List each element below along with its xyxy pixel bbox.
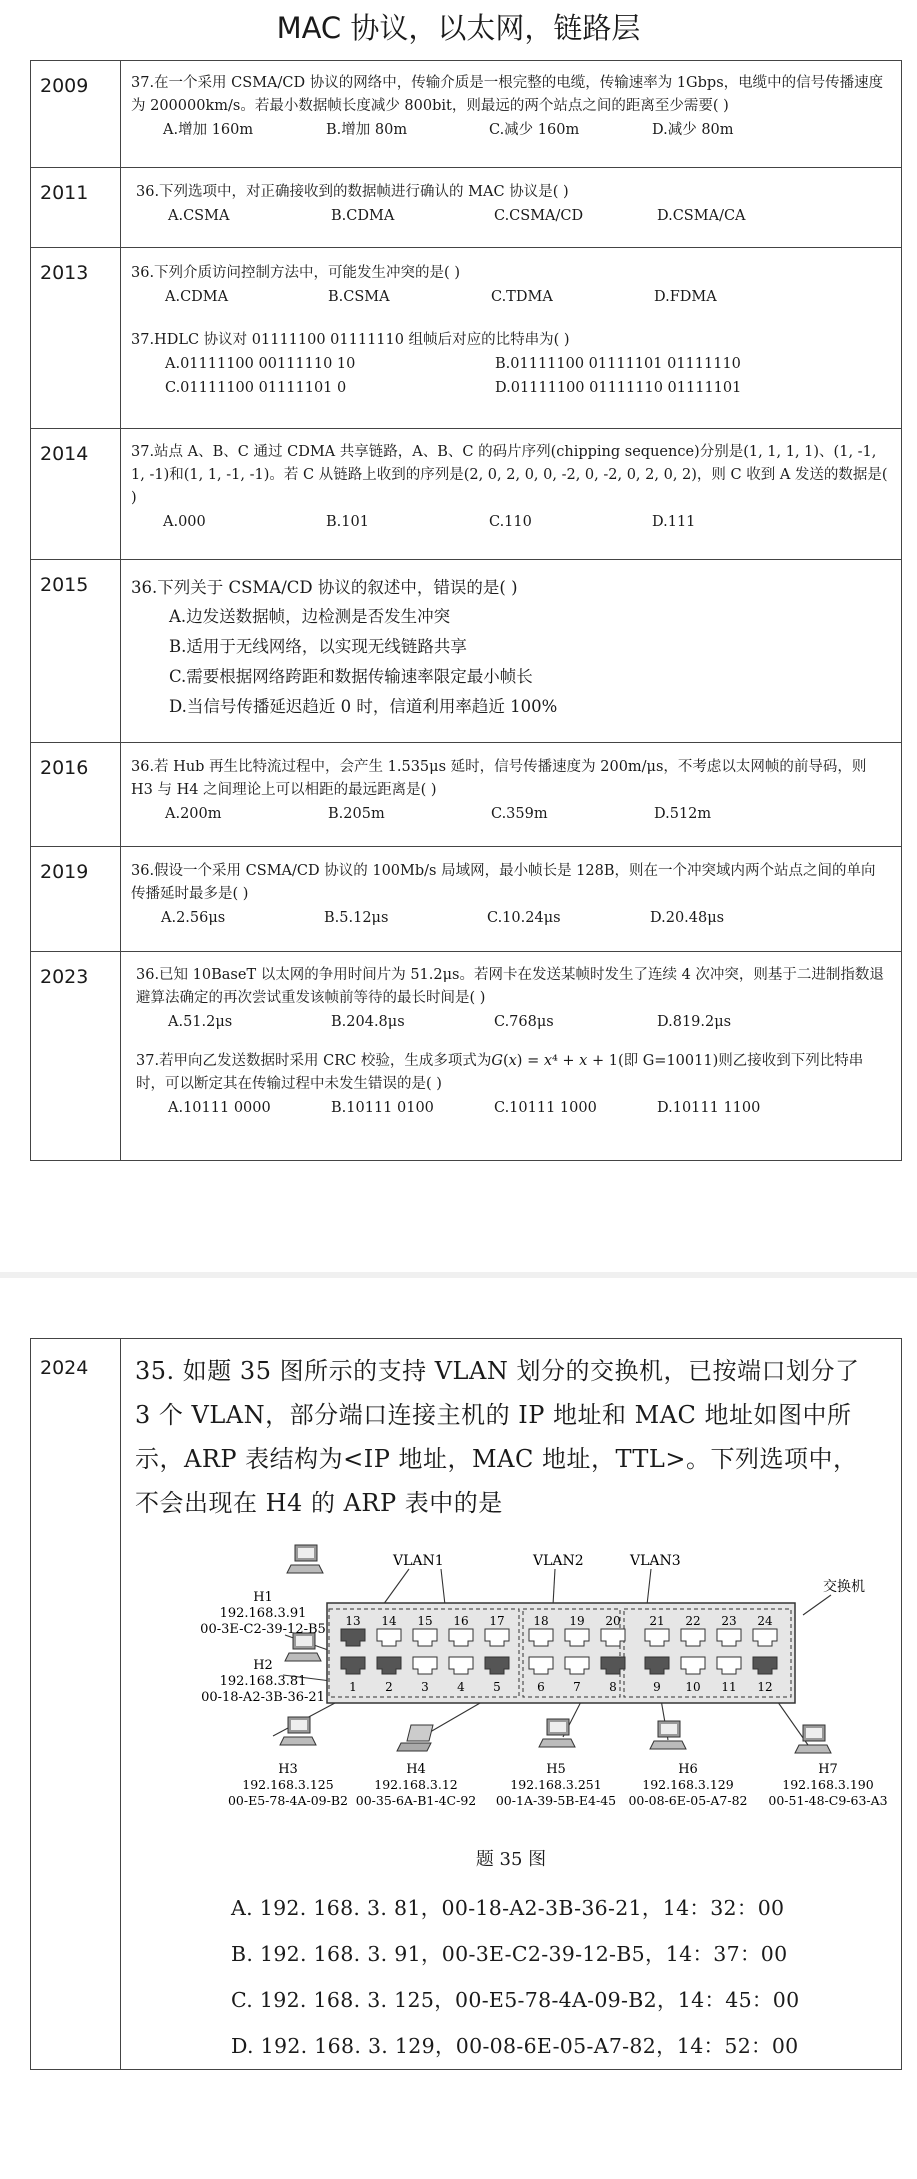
port-number: 13 <box>345 1614 361 1628</box>
port-number: 22 <box>685 1614 701 1628</box>
port-number: 19 <box>569 1614 585 1628</box>
vlan2-pointer <box>553 1569 555 1605</box>
computer-icon <box>650 1721 686 1749</box>
port-number: 24 <box>757 1614 773 1628</box>
option-a: A.51.2μs <box>168 1014 233 1030</box>
port-number: 10 <box>685 1680 701 1694</box>
year-cell: 2016 <box>31 743 121 847</box>
table-row <box>31 168 902 248</box>
table-row <box>31 248 902 429</box>
computer-icon <box>795 1725 831 1753</box>
port-number: 1 <box>349 1680 357 1694</box>
option-b: B.CSMA <box>328 289 390 305</box>
option-d: D.FDMA <box>654 289 717 305</box>
host-h5-mac: 00-1A-39-5B-E4-45 <box>495 1793 617 1808</box>
option-d: D.111 <box>652 514 696 530</box>
host-h7-name: H7 <box>818 1762 838 1777</box>
table-row <box>31 560 902 743</box>
option-b: B.适用于无线网络，以实现无线链路共享 <box>169 637 467 656</box>
option-c: C. 192. 168. 3. 125，00-E5-78-4A-09-B2，14：45：00 <box>231 1988 800 2012</box>
host-h3-mac: 00-E5-78-4A-09-B2 <box>227 1793 349 1808</box>
question-stem: 36.下列关于 CSMA/CD 协议的叙述中，错误的是( ) <box>131 578 518 597</box>
option-c: C.10.24μs <box>487 910 561 926</box>
question-cell <box>121 952 902 1161</box>
option-a: A.边发送数据帧，边检测是否发生冲突 <box>169 607 451 626</box>
question-cell <box>121 61 902 168</box>
option-b: B.5.12μs <box>324 910 389 926</box>
year-cell: 2011 <box>31 168 121 248</box>
vlan-switch-figure <box>123 1525 913 1835</box>
option-list <box>131 285 889 309</box>
question-table <box>30 60 902 1161</box>
port-number: 18 <box>533 1614 549 1628</box>
host-h1-mac: 00-3E-C2-39-12-B5 <box>200 1622 326 1637</box>
question-stem: 37.站点 A、B、C 通过 CDMA 共享链路，A、B、C 的码片序列(chipping sequence)分别是(1, 1, 1, 1)、(1, -1, 1, -1)和(1, 1, -1, -1)。若 C 从链路上收到的序列是(2, 0, 2, 0, 0, -2, 0, -2, 0, 2, 0, 2)，则 C 收到 A 发送的数据是( ) <box>131 444 888 506</box>
page-title: MAC 协议，以太网，链路层 <box>276 11 641 45</box>
port-number: 12 <box>757 1680 773 1694</box>
option-a: A.10111 0000 <box>168 1100 271 1116</box>
port-number: 4 <box>457 1680 465 1694</box>
host-h4-mac: 00-35-6A-B1-4C-92 <box>355 1793 477 1808</box>
option-list <box>131 802 889 826</box>
table-row <box>31 952 902 1161</box>
option-list <box>131 906 889 930</box>
port-number: 17 <box>489 1614 505 1628</box>
question-table-2024 <box>30 1338 902 2070</box>
year-cell: 2013 <box>31 248 121 429</box>
option-c: C.110 <box>489 514 532 530</box>
year-cell: 2023 <box>31 952 121 1161</box>
option-c: C.01111100 01111101 0 <box>165 380 347 396</box>
option-c: C.359m <box>491 806 548 822</box>
year-cell: 2024 <box>31 1339 121 2070</box>
switch-label: 交换机 <box>823 1579 865 1595</box>
table-row <box>31 847 902 952</box>
table-row <box>31 429 902 560</box>
host-h7-mac: 00-51-48-C9-63-A3 <box>768 1793 888 1808</box>
option-b: B.205m <box>328 806 385 822</box>
vlan2-label: VLAN2 <box>533 1553 584 1569</box>
option-a: A.2.56μs <box>161 910 226 926</box>
question-stem: 35. 如题 35 图所示的支持 VLAN 划分的交换机，已按端口划分了 3 个 VLAN，部分端口连接主机的 IP 地址和 MAC 地址如图中所示，ARP 表结构为<IP 地址，MAC 地址，TTL>。下列选项中，不会出现在 H4 的 ARP 表中的是 <box>135 1357 860 1517</box>
option-list <box>131 602 889 722</box>
computer-icon <box>280 1717 316 1745</box>
year-cell: 2009 <box>31 61 121 168</box>
option-list <box>131 1096 889 1120</box>
option-b: B. 192. 168. 3. 91，00-3E-C2-39-12-B5，14：37：00 <box>231 1942 788 1966</box>
option-c: C.需要根据网络跨距和数据传输速率限定最小帧长 <box>169 667 533 686</box>
table-row <box>31 61 902 168</box>
vlan1-label: VLAN1 <box>393 1553 444 1569</box>
host-h6-name: H6 <box>678 1762 698 1777</box>
host-h4-ip: 192.168.3.12 <box>374 1777 458 1792</box>
option-a: A.000 <box>163 514 206 530</box>
option-list <box>131 118 889 142</box>
port-number: 16 <box>453 1614 469 1628</box>
host-h2-ip: 192.168.3.81 <box>219 1674 307 1689</box>
option-c: C.CSMA/CD <box>494 208 584 224</box>
option-d: D.512m <box>654 806 712 822</box>
option-a: A.增加 160m <box>163 122 254 138</box>
option-list <box>131 204 889 228</box>
question-stem: 36.下列介质访问控制方法中，可能发生冲突的是( ) <box>131 265 460 281</box>
option-c: C.TDMA <box>491 289 553 305</box>
option-d: D.20.48μs <box>650 910 725 926</box>
port-number: 2 <box>385 1680 393 1694</box>
question-stem: 36.下列选项中，对正确接收到的数据帧进行确认的 MAC 协议是( ) <box>136 184 569 200</box>
option-d: D.当信号传播延迟趋近 0 时，信道利用率趋近 100% <box>169 697 558 716</box>
option-d: D.CSMA/CA <box>657 208 746 224</box>
question-cell <box>121 1339 902 2070</box>
question-stem: 36.已知 10BaseT 以太网的争用时间片为 51.2μs。若网卡在发送某帧时发生了连续 4 次冲突，则基于二进制指数退避算法确定的再次尝试重发该帧前等待的最长时间是( ) <box>136 967 884 1006</box>
option-d: D.10111 1100 <box>657 1100 761 1116</box>
host-h7-ip: 192.168.3.190 <box>782 1777 874 1792</box>
vlan1-pointer <box>441 1569 445 1605</box>
question-stem: 37.若甲向乙发送数据时采用 CRC 校验，生成多项式为𝐺(𝑥) = 𝑥⁴ + 𝑥 + 1(即 G=10011)则乙接收到下列比特串时，可以断定其在传输过程中未发生错误的是( ) <box>136 1053 864 1092</box>
option-d: D.减少 80m <box>652 122 734 138</box>
host-h4-name: H4 <box>406 1762 426 1777</box>
option-c: C.768μs <box>494 1014 554 1030</box>
host-h6-ip: 192.168.3.129 <box>642 1777 734 1792</box>
host-h5-name: H5 <box>546 1762 566 1777</box>
question-cell <box>121 429 902 560</box>
port-number: 23 <box>721 1614 737 1628</box>
option-b: B.10111 0100 <box>331 1100 434 1116</box>
question-stem: 37.HDLC 协议对 01111100 01111110 组帧后对应的比特串为( ) <box>131 332 570 348</box>
port-number: 20 <box>605 1614 621 1628</box>
host-h1-ip: 192.168.3.91 <box>219 1606 307 1621</box>
switch-pointer <box>803 1595 831 1615</box>
year-cell: 2019 <box>31 847 121 952</box>
question-stem: 37.在一个采用 CSMA/CD 协议的网络中，传输介质是一根完整的电缆，传输速率为 1Gbps，电缆中的信号传播速度为 200000km/s。若最小数据帧长度减少 800bit，则最远的两个站点之间的距离至少需要( ) <box>131 75 884 114</box>
option-a: A. 192. 168. 3. 81，00-18-A2-3B-36-21，14：32：00 <box>231 1896 785 1920</box>
port-number: 11 <box>721 1680 737 1694</box>
option-b: B.01111100 01111101 01111110 <box>495 356 741 372</box>
option-d: D.819.2μs <box>657 1014 732 1030</box>
vlan3-pointer <box>647 1569 651 1605</box>
option-c: C.减少 160m <box>489 122 580 138</box>
option-list <box>131 376 889 400</box>
port-number: 8 <box>609 1680 617 1694</box>
table-row <box>31 743 902 847</box>
section-divider <box>0 1272 917 1278</box>
question-cell <box>121 168 902 248</box>
host-h6-mac: 00-08-6E-05-A7-82 <box>628 1793 748 1808</box>
figure-caption: 题 35 图 <box>475 1849 547 1870</box>
question-cell <box>121 560 902 743</box>
port-number: 15 <box>417 1614 433 1628</box>
host-h5-ip: 192.168.3.251 <box>510 1777 602 1792</box>
table-row <box>31 1339 902 2070</box>
option-d: D. 192. 168. 3. 129，00-08-6E-05-A7-82，14：52：00 <box>231 2034 799 2058</box>
port-number: 21 <box>649 1614 665 1628</box>
port-number: 5 <box>493 1680 501 1694</box>
question-stem: 36.假设一个采用 CSMA/CD 协议的 100Mb/s 局域网，最小帧长是 128B，则在一个冲突域内两个站点之间的单向传播延时最多是( ) <box>131 863 876 902</box>
question-cell <box>121 248 902 429</box>
host-h2-name: H2 <box>253 1658 273 1673</box>
option-a: A.01111100 00111110 10 <box>165 356 356 372</box>
laptop-icon <box>397 1725 433 1751</box>
option-list <box>131 352 889 376</box>
port-number: 9 <box>653 1680 661 1694</box>
host-h3-ip: 192.168.3.125 <box>242 1777 334 1792</box>
host-h2-mac: 00-18-A2-3B-36-21 <box>201 1690 325 1705</box>
vlan1-pointer <box>383 1569 409 1605</box>
host-h3-name: H3 <box>278 1762 298 1777</box>
computer-icon <box>287 1545 323 1573</box>
port-number: 6 <box>537 1680 545 1694</box>
option-b: B.101 <box>326 514 369 530</box>
port-number: 7 <box>573 1680 581 1694</box>
host-h1-name: H1 <box>253 1590 273 1605</box>
option-list <box>131 1010 889 1034</box>
port-number: 3 <box>421 1680 429 1694</box>
question-cell <box>121 847 902 952</box>
question-stem: 36.若 Hub 再生比特流过程中，会产生 1.535μs 延时，信号传播速度为 200m/μs，不考虑以太网帧的前导码，则 H3 与 H4 之间理论上可以相距的最远距离是( ) <box>131 759 867 798</box>
option-d: D.01111100 01111110 01111101 <box>495 380 742 396</box>
year-cell: 2014 <box>31 429 121 560</box>
option-c: C.10111 1000 <box>494 1100 597 1116</box>
option-a: A.200m <box>165 806 222 822</box>
option-b: B.CDMA <box>331 208 395 224</box>
option-a: A.CSMA <box>168 208 230 224</box>
port-number: 14 <box>381 1614 397 1628</box>
option-b: B.增加 80m <box>326 122 408 138</box>
vlan3-label: VLAN3 <box>630 1553 681 1569</box>
question-cell <box>121 743 902 847</box>
year-cell: 2015 <box>31 560 121 743</box>
option-list <box>131 510 889 534</box>
option-a: A.CDMA <box>165 289 229 305</box>
option-b: B.204.8μs <box>331 1014 405 1030</box>
